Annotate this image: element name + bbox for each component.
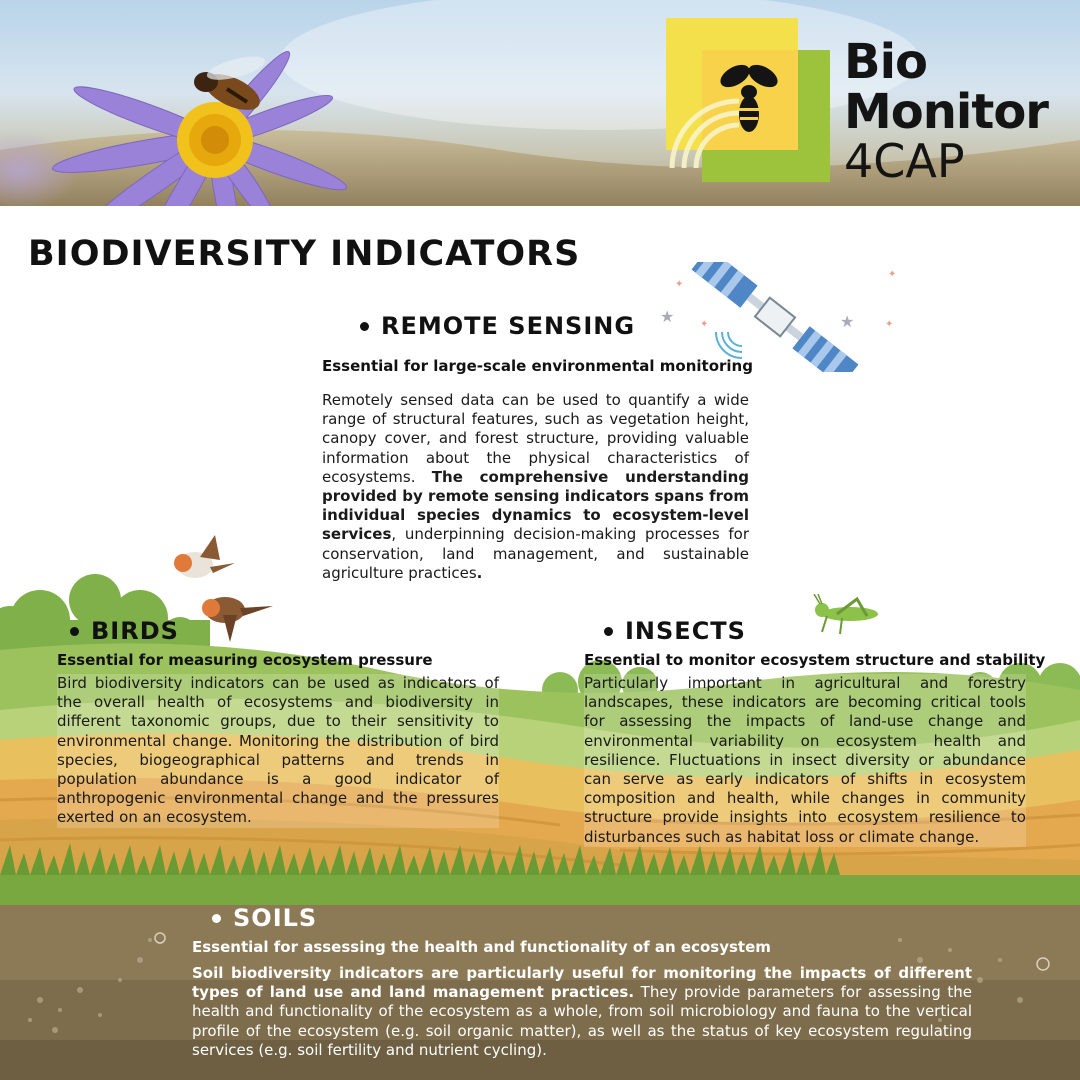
remote-sensing-subtitle: Essential for large-scale environmental monitoring [322,357,753,375]
robin-bird-icon [165,535,280,645]
bullet-icon [212,914,221,923]
logo-text-4cap: 4CAP [844,134,965,188]
satellite-icon [640,262,910,372]
insects-body: Particularly important in agricultural and forestry landscapes, these indicators are becoming critical tools for assessing the impacts of land-use change and environmental variability on ecosystem health and resilience. Fluctuations in insect diversity or abundance can serve as early indicators of shifts in ecosystem composition and health, while changes in community structure provide insights into ecosystem resilience to disturbances such as habitat loss or climate change. [584,674,1026,846]
star-icon: ✦ [885,319,894,330]
birds-body: Bird biodiversity indicators can be used as indicators of the overall health of ecosystems and biodiversity in different taxonomic groups, due to their sensitivity to environmental change. Monitoring the distribution of bird species, biogeographical patterns and trends in population abundance is a good indicator of anthropogenic environmental change and the pressures exerted on an ecosystem. [57,674,499,827]
soils-heading [212,904,317,932]
star-icon: ✦ [888,269,897,280]
rs-body-part1: Remotely sensed data can be used to quantify a wide range of structural features, such as vegetation height, canopy cover, and forest structure, providing valuable information about the physical characteristics of ecosystems. [322,391,749,486]
star-icon: ★ [840,312,855,331]
header-banner [0,0,1080,206]
logo-text-bio: Bio [844,34,928,90]
birds-heading [70,617,179,645]
rs-body-bold: The comprehensive understanding provided by remote sensing indicators spans from individual species dynamics to ecosystem-level services [322,467,749,544]
bullet-icon [70,627,79,636]
page-title: BIODIVERSITY INDICATORS [28,234,581,274]
remote-sensing-body [322,391,749,583]
logo-text-monitor: Monitor [844,84,1048,140]
birds-heading-text: BIRDS [91,617,179,645]
rs-body-end: . [476,563,483,582]
insects-subtitle: Essential to monitor ecosystem structure and stability [584,651,1046,669]
star-icon: ✦ [675,279,684,290]
star-icon: ★ [660,307,675,326]
soils-heading-text: SOILS [233,904,318,932]
remote-sensing-heading-text: REMOTE SENSING [381,312,636,340]
soils-subtitle: Essential for assessing the health and functionality of an ecosystem [192,938,771,956]
soils-body-rest: They provide parameters for assessing the health and functionality of the ecosystem as a whole, from soil microbiology and fauna to the vertical profile of the ecosystem (e.g. soil organic matter), as well as the status of key ecosystem regulating services (e.g. soil fertility and nutrient cycling). [192,983,972,1059]
biomonitor-logo [664,18,1064,188]
bullet-icon [604,627,613,636]
birds-subtitle: Essential for measuring ecosystem pressure [57,651,433,669]
logo-mark [664,18,834,188]
star-icon: ✦ [700,319,709,330]
insects-heading-text: INSECTS [625,617,746,645]
insects-heading [604,617,746,645]
soils-body-bold: Soil biodiversity indicators are particularly useful for monitoring the impacts of different types of land use and land management practices. [192,964,972,1002]
rs-body-part2: , underpinning decision-making processes for conservation, land management, and sustainable agriculture practices [322,525,749,582]
bullet-icon [360,322,369,331]
remote-sensing-heading [360,312,635,340]
soils-body [192,964,972,1060]
grasshopper-icon [812,594,892,636]
